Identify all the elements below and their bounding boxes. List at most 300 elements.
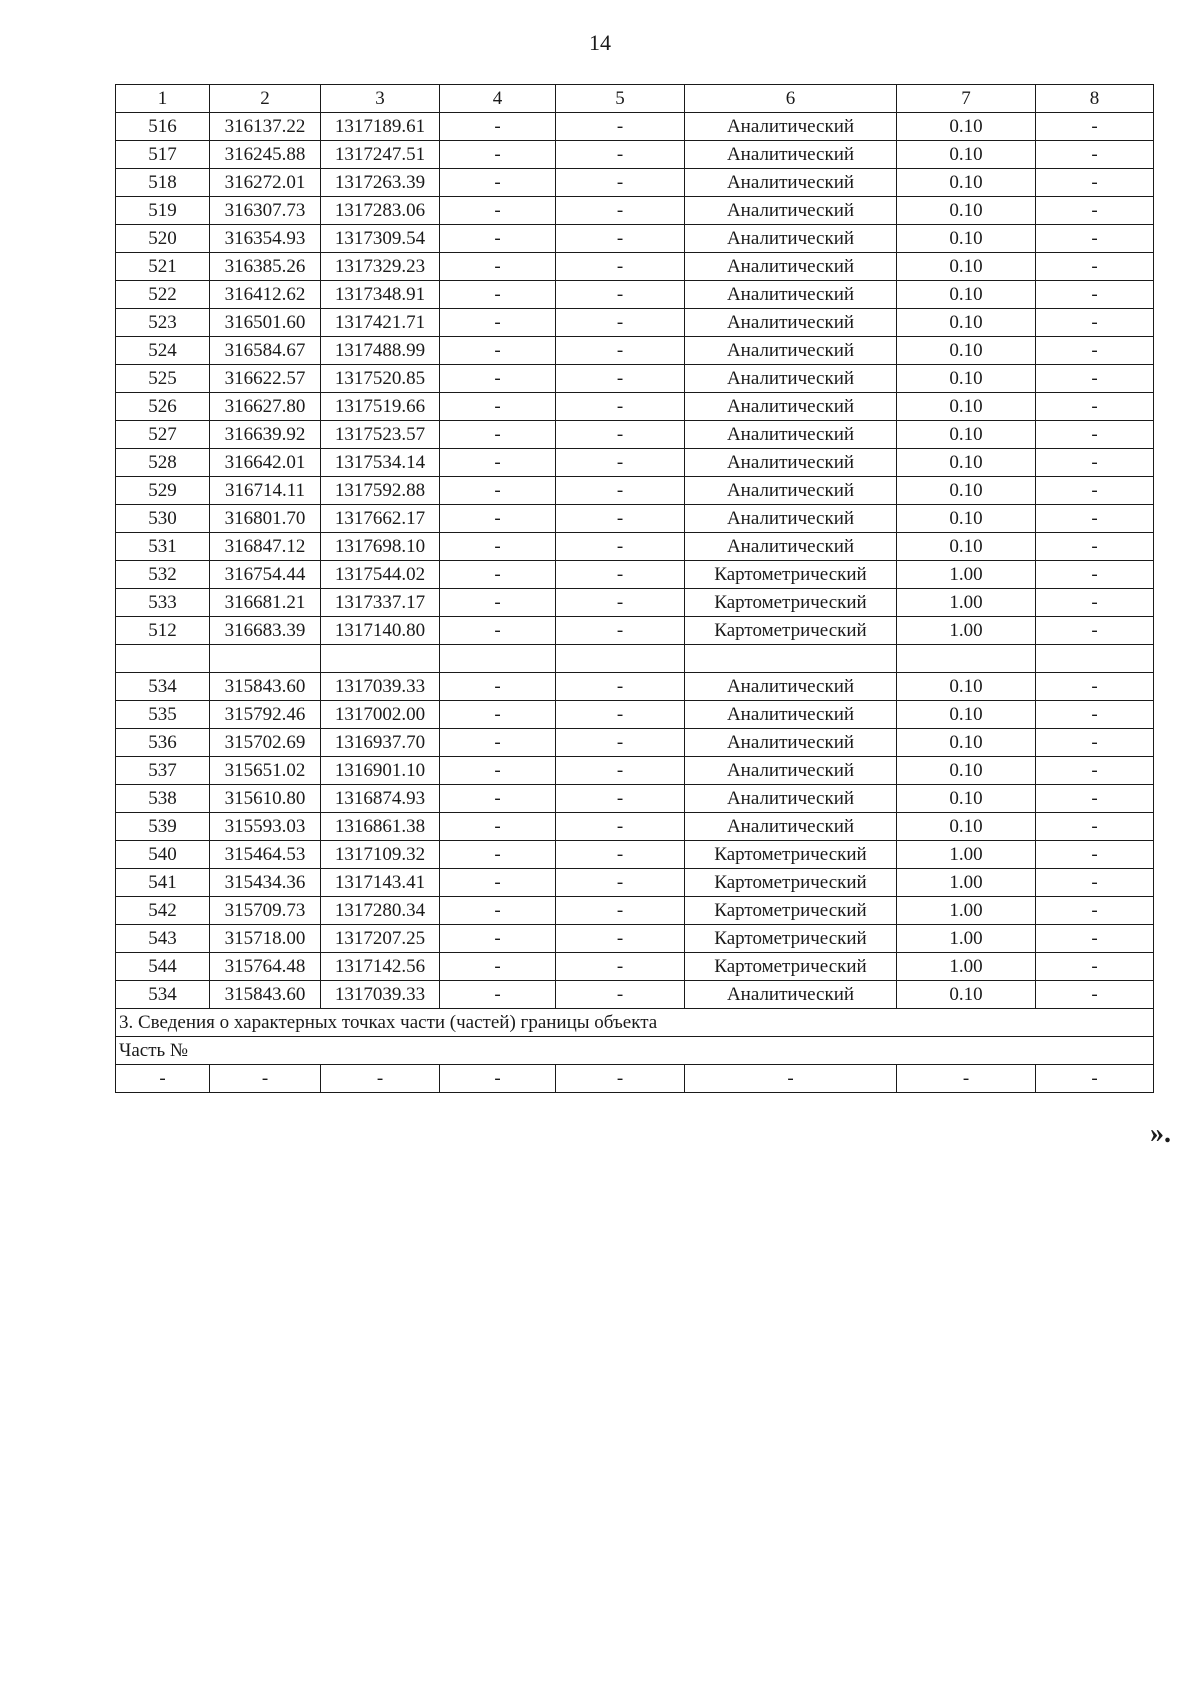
table-cell-col-6: Картометрический (685, 561, 897, 589)
table-cell-col-7: 0.10 (897, 477, 1036, 505)
table-cell-col-6: Аналитический (685, 421, 897, 449)
table-row (116, 421, 1154, 449)
table-row (116, 197, 1154, 225)
table-cell-col-1: 538 (116, 785, 210, 813)
table-cell-col-2: 315792.46 (210, 701, 321, 729)
table-row (116, 813, 1154, 841)
table-cell-col-3: 1317207.25 (321, 925, 440, 953)
table-cell-col-1: 520 (116, 225, 210, 253)
table-cell-col-3: 1317698.10 (321, 533, 440, 561)
table-row (116, 533, 1154, 561)
table-cell-col-8: - (1036, 617, 1154, 645)
table-cell-col-4 (440, 645, 556, 673)
table-cell-col-5: - (556, 785, 685, 813)
table-cell-col-6: Аналитический (685, 281, 897, 309)
table-cell-col-5: - (556, 533, 685, 561)
table-header-row (116, 85, 1154, 113)
table-cell-col-2: 316137.22 (210, 113, 321, 141)
table-cell-col-8 (1036, 645, 1154, 673)
table-cell-col-4: - (440, 561, 556, 589)
table-cell-col-7: 1.00 (897, 561, 1036, 589)
table-cell-col-6: Картометрический (685, 617, 897, 645)
table-cell-col-4: - (440, 673, 556, 701)
table-cell-col-8: - (1036, 897, 1154, 925)
table-cell-col-7 (897, 645, 1036, 673)
table-row (116, 337, 1154, 365)
table-cell-col-4: - (440, 477, 556, 505)
table-cell-col-3: 1317142.56 (321, 953, 440, 981)
table-cell-col-6: Аналитический (685, 981, 897, 1009)
table-cell-col-5: - (556, 281, 685, 309)
table-cell-col-7: 0.10 (897, 141, 1036, 169)
table-cell-col-3: 1317189.61 (321, 113, 440, 141)
table-row (116, 701, 1154, 729)
table-cell-col-5: - (556, 841, 685, 869)
table-cell-col-3: 1317592.88 (321, 477, 440, 505)
table-cell-col-4: - (440, 897, 556, 925)
table-row (116, 169, 1154, 197)
table-cell-col-3: 1317283.06 (321, 197, 440, 225)
table-cell-col-3: 1317143.41 (321, 869, 440, 897)
table-cell-col-7: 1.00 (897, 925, 1036, 953)
table-cell-col-6: Аналитический (685, 365, 897, 393)
table-cell-col-4: - (440, 617, 556, 645)
table-cell-col-2: 315651.02 (210, 757, 321, 785)
table-cell-col-2: 316584.67 (210, 337, 321, 365)
table-cell-col-8: - (1036, 869, 1154, 897)
table-cell-col-1: 537 (116, 757, 210, 785)
table-cell-col-7: 0.10 (897, 337, 1036, 365)
table-cell-col-3: 1317309.54 (321, 225, 440, 253)
table-cell-col-4: - (440, 953, 556, 981)
table-row (116, 393, 1154, 421)
table-cell-col-1: 541 (116, 869, 210, 897)
page-number: 14 (589, 30, 611, 55)
table-cell-col-1 (116, 645, 210, 673)
table-cell-col-5: - (556, 617, 685, 645)
table-cell-col-8: - (1036, 589, 1154, 617)
table-cell-col-1: 517 (116, 141, 210, 169)
table-cell-col-7: 0.10 (897, 309, 1036, 337)
table-row (116, 309, 1154, 337)
table-cell-col-3: 1317488.99 (321, 337, 440, 365)
table-cell-col-8: - (1036, 477, 1154, 505)
table-row (116, 925, 1154, 953)
table-cell-col-2: 316245.88 (210, 141, 321, 169)
table-cell-col-3: 1316861.38 (321, 813, 440, 841)
table-cell-col-5: - (556, 673, 685, 701)
table-row (116, 645, 1154, 673)
table-cell-col-8: - (1036, 141, 1154, 169)
table-cell-col-7: 0.10 (897, 701, 1036, 729)
table-cell-col-8: - (1036, 281, 1154, 309)
table-cell-col-6: Картометрический (685, 589, 897, 617)
table-cell-col-1: 531 (116, 533, 210, 561)
table-cell-col-5: - (556, 869, 685, 897)
table-cell-col-6: Аналитический (685, 253, 897, 281)
table-cell-col-5: - (556, 757, 685, 785)
table-cell-col-3: 1317337.17 (321, 589, 440, 617)
table-cell-col-3: 1317421.71 (321, 309, 440, 337)
table-cell-col-8: - (1036, 841, 1154, 869)
table-cell-col-6 (685, 645, 897, 673)
part-label-row (116, 1037, 1154, 1065)
table-cell-col-8: - (1036, 169, 1154, 197)
table-cell-col-7: 0.10 (897, 225, 1036, 253)
table-cell-col-7: 0.10 (897, 449, 1036, 477)
table-cell-col-8: - (1036, 533, 1154, 561)
table-cell-col-1: 535 (116, 701, 210, 729)
table-cell-col-5: - (556, 169, 685, 197)
table-row (116, 225, 1154, 253)
table-cell-col-1: 521 (116, 253, 210, 281)
table-cell-col-7: 1.00 (897, 953, 1036, 981)
table-cell-col-2: 316501.60 (210, 309, 321, 337)
table-cell-col-4: - (440, 589, 556, 617)
table-cell-col-1: 525 (116, 365, 210, 393)
table-cell-col-1: 1 (116, 85, 210, 113)
table-row (116, 757, 1154, 785)
table-cell-col-5: - (556, 365, 685, 393)
table-cell-col-1: 532 (116, 561, 210, 589)
table-cell-col-2: 316412.62 (210, 281, 321, 309)
table-cell-col-4: - (440, 113, 556, 141)
table-cell-col-7: 0.10 (897, 505, 1036, 533)
table-cell-col-6: Аналитический (685, 757, 897, 785)
table-cell-col-8: - (1036, 449, 1154, 477)
table-cell-col-8: - (1036, 253, 1154, 281)
table-cell-col-1: 526 (116, 393, 210, 421)
table-cell-col-2: 316683.39 (210, 617, 321, 645)
table-cell-col-2: 315702.69 (210, 729, 321, 757)
table-cell-col-5: - (556, 1065, 685, 1093)
table-row (116, 477, 1154, 505)
table-cell-col-3: 1317109.32 (321, 841, 440, 869)
table-cell-col-8: - (1036, 757, 1154, 785)
section-title: 3. Сведения о характерных точках части (частей) границы объекта (116, 1009, 1154, 1037)
table-cell-col-8: - (1036, 393, 1154, 421)
table-cell-col-3: 1317140.80 (321, 617, 440, 645)
table-cell-col-5: - (556, 421, 685, 449)
table-cell-col-3: 1317329.23 (321, 253, 440, 281)
table-cell-col-8: - (1036, 673, 1154, 701)
table-cell-col-8: - (1036, 225, 1154, 253)
table-cell-col-5: - (556, 393, 685, 421)
table-row (116, 141, 1154, 169)
table-cell-col-2: 316801.70 (210, 505, 321, 533)
table-cell-col-1: 518 (116, 169, 210, 197)
table-cell-col-7: 0.10 (897, 533, 1036, 561)
table-cell-col-6: Аналитический (685, 225, 897, 253)
table-cell-col-3: 1317520.85 (321, 365, 440, 393)
table-cell-col-8: - (1036, 197, 1154, 225)
table-cell-col-1: 516 (116, 113, 210, 141)
table-cell-col-7: 0.10 (897, 421, 1036, 449)
table-cell-col-5: 5 (556, 85, 685, 113)
table-cell-col-6: Аналитический (685, 169, 897, 197)
table-cell-col-2: 316639.92 (210, 421, 321, 449)
table-cell-col-6: Аналитический (685, 533, 897, 561)
table-cell-col-5: - (556, 477, 685, 505)
table-cell-col-3 (321, 645, 440, 673)
table-cell-col-1: 519 (116, 197, 210, 225)
table-cell-col-7: 0.10 (897, 729, 1036, 757)
table-cell-col-5: - (556, 337, 685, 365)
table-cell-col-5: - (556, 309, 685, 337)
table-cell-col-4: - (440, 813, 556, 841)
table-cell-col-7: 1.00 (897, 841, 1036, 869)
table-cell-col-3: 1316937.70 (321, 729, 440, 757)
table-cell-col-7: 1.00 (897, 869, 1036, 897)
table-cell-col-2: 316642.01 (210, 449, 321, 477)
table-cell-col-6: Аналитический (685, 505, 897, 533)
table-cell-col-5: - (556, 253, 685, 281)
table-cell-col-6: Аналитический (685, 393, 897, 421)
table-cell-col-2: 315593.03 (210, 813, 321, 841)
table-cell-col-4: - (440, 197, 556, 225)
table-cell-col-6: Аналитический (685, 673, 897, 701)
table-cell-col-7: 0.10 (897, 393, 1036, 421)
table-cell-col-7: 0.10 (897, 281, 1036, 309)
table-cell-col-5: - (556, 701, 685, 729)
table-cell-col-8: - (1036, 421, 1154, 449)
table-cell-col-5: - (556, 505, 685, 533)
table-cell-col-5: - (556, 897, 685, 925)
table-cell-col-8: - (1036, 505, 1154, 533)
table-cell-col-7: 1.00 (897, 897, 1036, 925)
table-cell-col-3: 1317247.51 (321, 141, 440, 169)
table-cell-col-1: 512 (116, 617, 210, 645)
table-cell-col-5: - (556, 729, 685, 757)
table-cell-col-8: - (1036, 785, 1154, 813)
table-cell-col-1: 527 (116, 421, 210, 449)
table-cell-col-4: - (440, 1065, 556, 1093)
table-cell-col-5: - (556, 449, 685, 477)
table-cell-col-5: - (556, 589, 685, 617)
table-cell-col-5: - (556, 925, 685, 953)
table-cell-col-2: 316681.21 (210, 589, 321, 617)
table-cell-col-5: - (556, 953, 685, 981)
table-cell-col-6: Аналитический (685, 729, 897, 757)
table-cell-col-3: 1317039.33 (321, 673, 440, 701)
table-row (116, 953, 1154, 981)
table-cell-col-4: - (440, 757, 556, 785)
table-cell-col-6: Аналитический (685, 701, 897, 729)
table-cell-col-4: - (440, 337, 556, 365)
table-cell-col-1: 536 (116, 729, 210, 757)
table-cell-col-8: - (1036, 337, 1154, 365)
table-cell-col-4: - (440, 869, 556, 897)
table-cell-col-2: 316354.93 (210, 225, 321, 253)
table-cell-col-7: 1.00 (897, 617, 1036, 645)
table-cell-col-5: - (556, 981, 685, 1009)
table-cell-col-1: 533 (116, 589, 210, 617)
table-cell-col-6: Аналитический (685, 477, 897, 505)
table-cell-col-1: 524 (116, 337, 210, 365)
table-cell-col-4: - (440, 785, 556, 813)
table-cell-col-3: 1317039.33 (321, 981, 440, 1009)
table-cell-col-3: 1317263.39 (321, 169, 440, 197)
table-cell-col-4: 4 (440, 85, 556, 113)
table-cell-col-3: 1316874.93 (321, 785, 440, 813)
table-cell-col-6: Аналитический (685, 337, 897, 365)
section-title-row (116, 1009, 1154, 1037)
table-cell-col-4: - (440, 225, 556, 253)
table-cell-col-2: 316627.80 (210, 393, 321, 421)
table-cell-col-8: - (1036, 981, 1154, 1009)
table-row (116, 1065, 1154, 1093)
table-cell-col-6: Аналитический (685, 309, 897, 337)
table-cell-col-2: 316847.12 (210, 533, 321, 561)
table-row (116, 841, 1154, 869)
table-row (116, 589, 1154, 617)
table-row (116, 281, 1154, 309)
table-cell-col-7: 0.10 (897, 813, 1036, 841)
table-cell-col-7: 0.10 (897, 197, 1036, 225)
table-cell-col-6: Аналитический (685, 813, 897, 841)
table-cell-col-7: 0.10 (897, 785, 1036, 813)
table-cell-col-6: Аналитический (685, 449, 897, 477)
table-cell-col-6: Картометрический (685, 925, 897, 953)
table-cell-col-1: 544 (116, 953, 210, 981)
table-cell-col-5: - (556, 141, 685, 169)
table-cell-col-1: 540 (116, 841, 210, 869)
table-cell-col-4: - (440, 393, 556, 421)
table-cell-col-8: 8 (1036, 85, 1154, 113)
table-cell-col-4: - (440, 729, 556, 757)
table-row (116, 673, 1154, 701)
table-cell-col-7: 1.00 (897, 589, 1036, 617)
table-cell-col-4: - (440, 309, 556, 337)
table-cell-col-2: 316385.26 (210, 253, 321, 281)
table-cell-col-4: - (440, 981, 556, 1009)
table-cell-col-4: - (440, 841, 556, 869)
table-cell-col-7: 0.10 (897, 673, 1036, 701)
table-cell-col-8: - (1036, 309, 1154, 337)
table-cell-col-7: 0.10 (897, 365, 1036, 393)
table-row (116, 253, 1154, 281)
table-cell-col-8: - (1036, 365, 1154, 393)
table-cell-col-5: - (556, 561, 685, 589)
table-cell-col-5 (556, 645, 685, 673)
table-cell-col-5: - (556, 197, 685, 225)
table-cell-col-3: 1316901.10 (321, 757, 440, 785)
table-cell-col-8: - (1036, 113, 1154, 141)
table-cell-col-4: - (440, 253, 556, 281)
table-cell-col-2: 315434.36 (210, 869, 321, 897)
table-cell-col-2: 316714.11 (210, 477, 321, 505)
table-cell-col-8: - (1036, 813, 1154, 841)
table-cell-col-1: 542 (116, 897, 210, 925)
closing-quote-mark: ». (1150, 1118, 1171, 1149)
table-cell-col-6: Аналитический (685, 197, 897, 225)
table-cell-col-4: - (440, 925, 556, 953)
table-cell-col-4: - (440, 701, 556, 729)
table-row (116, 449, 1154, 477)
table-cell-col-2: 315709.73 (210, 897, 321, 925)
table-row (116, 785, 1154, 813)
table-cell-col-6: Аналитический (685, 113, 897, 141)
table-cell-col-4: - (440, 505, 556, 533)
table-cell-col-3: 1317544.02 (321, 561, 440, 589)
table-cell-col-1: 543 (116, 925, 210, 953)
table-cell-col-6: 6 (685, 85, 897, 113)
table-cell-col-4: - (440, 449, 556, 477)
table-cell-col-8: - (1036, 729, 1154, 757)
part-label: Часть № (116, 1037, 1154, 1065)
table-cell-col-6: Картометрический (685, 869, 897, 897)
table-cell-col-2: 315464.53 (210, 841, 321, 869)
table-cell-col-2: 316622.57 (210, 365, 321, 393)
table-cell-col-2: 316272.01 (210, 169, 321, 197)
table-cell-col-2: 315610.80 (210, 785, 321, 813)
table-cell-col-4: - (440, 533, 556, 561)
table-cell-col-7: 0.10 (897, 169, 1036, 197)
table-row (116, 869, 1154, 897)
table-row (116, 897, 1154, 925)
table-cell-col-3: 3 (321, 85, 440, 113)
table-cell-col-3: 1317523.57 (321, 421, 440, 449)
table-cell-col-1: 530 (116, 505, 210, 533)
table-cell-col-7: 0.10 (897, 981, 1036, 1009)
table-cell-col-6: Аналитический (685, 141, 897, 169)
table-cell-col-8: - (1036, 1065, 1154, 1093)
table-cell-col-6: Картометрический (685, 841, 897, 869)
table-row (116, 365, 1154, 393)
table-cell-col-3: 1317002.00 (321, 701, 440, 729)
table-cell-col-3: 1317662.17 (321, 505, 440, 533)
table-cell-col-8: - (1036, 925, 1154, 953)
table-cell-col-3: 1317534.14 (321, 449, 440, 477)
table-cell-col-7: 0.10 (897, 757, 1036, 785)
table-row (116, 113, 1154, 141)
table-cell-col-2 (210, 645, 321, 673)
table-cell-col-2: - (210, 1065, 321, 1093)
table-row (116, 981, 1154, 1009)
table-row (116, 505, 1154, 533)
table-cell-col-5: - (556, 113, 685, 141)
table-cell-col-2: 315843.60 (210, 673, 321, 701)
table-cell-col-7: - (897, 1065, 1036, 1093)
coordinates-table (115, 84, 1154, 1093)
table-cell-col-1: 539 (116, 813, 210, 841)
table-cell-col-4: - (440, 169, 556, 197)
table-cell-col-7: 0.10 (897, 253, 1036, 281)
table-cell-col-4: - (440, 421, 556, 449)
table-cell-col-6: Картометрический (685, 897, 897, 925)
table-cell-col-6: Картометрический (685, 953, 897, 981)
table-cell-col-7: 7 (897, 85, 1036, 113)
table-cell-col-6: Аналитический (685, 785, 897, 813)
table-cell-col-1: 523 (116, 309, 210, 337)
table-cell-col-2: 2 (210, 85, 321, 113)
table-cell-col-3: 1317280.34 (321, 897, 440, 925)
table-cell-col-1: 534 (116, 673, 210, 701)
table-cell-col-1: - (116, 1065, 210, 1093)
table-cell-col-1: 522 (116, 281, 210, 309)
table-cell-col-1: 528 (116, 449, 210, 477)
table-row (116, 729, 1154, 757)
table-cell-col-4: - (440, 365, 556, 393)
table-cell-col-4: - (440, 281, 556, 309)
table-cell-col-2: 316754.44 (210, 561, 321, 589)
table-cell-col-7: 0.10 (897, 113, 1036, 141)
table-cell-col-2: 315718.00 (210, 925, 321, 953)
table-cell-col-8: - (1036, 953, 1154, 981)
table-cell-col-2: 315764.48 (210, 953, 321, 981)
table-cell-col-3: 1317519.66 (321, 393, 440, 421)
table-cell-col-2: 315843.60 (210, 981, 321, 1009)
